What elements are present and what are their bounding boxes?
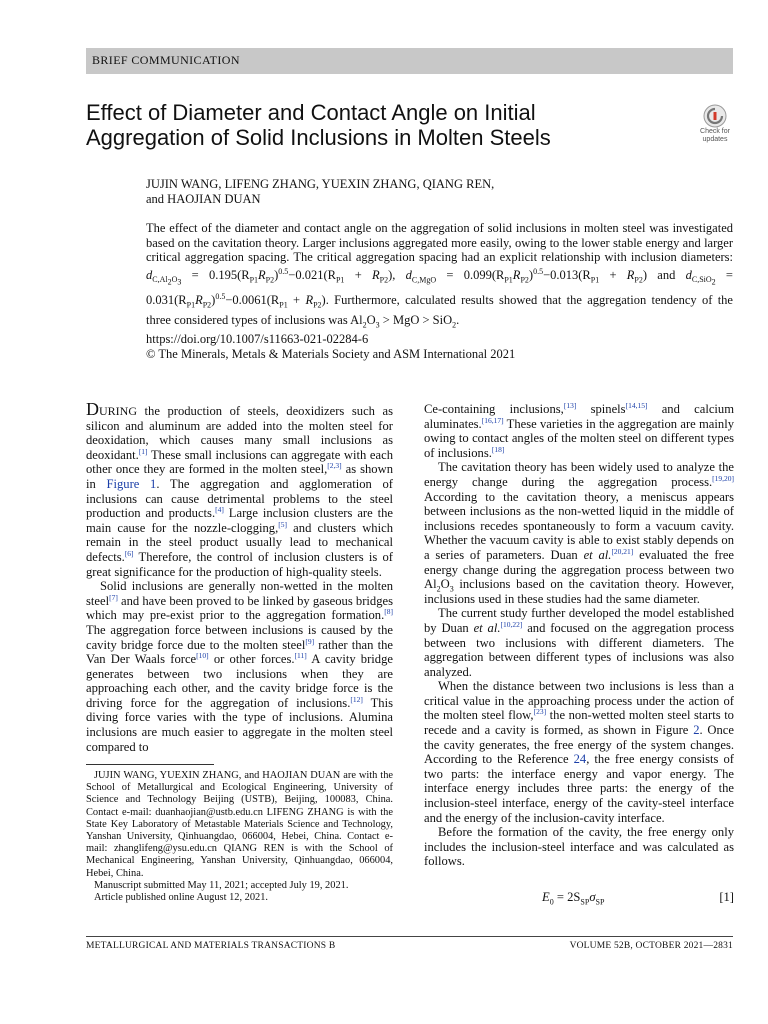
abstract: The effect of the diameter and contact angle on the aggregation of solid inclusions in molten steel was investigated based on the cavitation theory. Larger inclusions aggregated more easily, owing to the lower stable energy and larger critical aggregation spacing. The critical aggregation spacing had an explicit relationship with inclusion diameters: $d_{C,Al_2O_3} = 0.195(R_{P1}R_{P2})^{0.5}-0.021(R_{P1} + R_{P2})$, $d_{C,MgO} = 0.099(R_{P1}R_{P2})^{0.5}-0.013(R_{P1} + R_{P2})$ and $d_{C,SiO_2} = 0.031(R_{P1}R_{P2})^{0.5}-0.0061(R_{P1} + R_{P2})$. Furthermore, calculated results showed that the aggregation tendency of the three considered types of inclusions was $Al_2O_3$ > MgO > SiO$_2$.	[146, 221, 733, 330]
badge-line-2: updates	[702, 136, 728, 143]
paragraph: Before the formation of the cavity, the free energy only includes the inclusion-steel interface and was calculated as follows.	[424, 825, 734, 869]
copyright-line: © The Minerals, Metals & Materials Society and ASM International 2021	[146, 347, 516, 361]
section-label: BRIEF COMMUNICATION	[92, 53, 240, 67]
footnote-divider	[86, 764, 214, 765]
paragraph: The current study further developed the model established by Duan et al.[10,22] and focused on the aggregation process between two inclusions with different diameters. The aggregation between different types of inclusions was also analyzed.	[424, 606, 734, 679]
badge-line-1: Check for	[700, 128, 730, 135]
abstract-eq-5: = 0.031(R	[146, 267, 733, 308]
abstract-eq-1: = 0.195(R	[191, 267, 250, 282]
abstract-text-3: O	[366, 313, 376, 328]
right-column	[424, 402, 734, 869]
section-banner	[86, 48, 733, 74]
equation-number: [1]	[719, 890, 734, 904]
paragraph: The cavitation theory has been widely used to analyze the energy change during the aggregation process.[19,20] According to the cavitation theory, a meniscus appears between inclusions as the non-wetted liquid in the middle of inclusions recedes spontaneously to form a vacuum cavity. Whether the vacuum cavity is able to exist stably depends on a series of parameters. Duan et al.[20,21] evaluated the free energy change during the aggregation process between two $Al_2O_3$ inclusions based on the cavitation theory. However, inclusions used in these studies had the same diameter.	[424, 460, 734, 606]
paragraph: Ce-containing inclusions,[13] spinels[14,15] and calcium aluminates.[16,17] These varieties in the aggregation are mainly owing to contact angles of the molten steel on different types of inclusions.[18]	[424, 400, 735, 460]
check-updates-icon	[703, 104, 727, 128]
footer-divider	[86, 936, 733, 937]
abstract-eq-2: −0.021(R	[288, 267, 336, 282]
equation-expression: $E_0 = 2S_{SP}\sigma_{SP}$	[542, 890, 605, 907]
footnote-published-date: Article published online August 12, 2021.	[94, 892, 269, 904]
footnote-manuscript-dates: Manuscript submitted May 11, 2021; accepted July 19, 2021.	[94, 879, 349, 891]
paragraph: When the distance between two inclusions is less than a critical value in the approaching process under the action of the molten steel flow,[23] the non-wetted molten steel starts to recede and a cavity is formed, as shown in Figure 2. Once the cavity generates, the free energy of the system changes. According to the Reference 24, the free energy consists of two parts: the interface energy and vapor energy. The interface energy includes three parts: the energy of the inclusion-steel interface, energy of the cavity-steel interface and the energy of the inclusion-cavity interface.	[424, 679, 734, 825]
footnote-affiliations: JUJIN WANG, YUEXIN ZHANG, and HAOJIAN DUAN are with the School of Metallurgical and Ecological Engineering, University of Science and Technology Beijing (USTB), Beijing, 100083, China. Contact e-mail: duanhaojian@ustb.edu.cn LIFENG ZHANG is with the State Key Laboratory of Metastable Materials Science and Technology, Yanshan University, Qinhuangdao, 066004, Hebei, China. Contact e-mail: zhanglifeng@ysu.edu.cn QIANG REN is with the School of Mechanical Engineering, Yanshan University, Qinhuangdao, 066004, Hebei, China.	[86, 770, 393, 879]
abstract-eq-4: −0.013(R	[543, 267, 591, 282]
volume-page: VOLUME 52B, OCTOBER 2021—2831	[569, 941, 733, 951]
authors-line-2: and HAOJIAN DUAN	[146, 192, 261, 206]
authors-line-1: JUJIN WANG, LIFENG ZHANG, YUEXIN ZHANG, QIANG REN,	[146, 177, 495, 191]
paragraph: Solid inclusions are generally non-wetted in the molten steel[7] and have been proved to be linked by gaseous bridges which may pre-exist prior to the aggregation formation.[8] The aggregation force between inclusions is caused by the cavity bridge force due to the molten steel[9] rather than the Van Der Waals force[10] or other forces.[11] A cavity bridge generates between two inclusions when they are approaching each other, and the cavity bridge force is the driving force for the aggregation of inclusions.[12] This diving force varies with the type of inclusions. Alumina inclusions are much easier to aggregate in the molten steel compared to	[86, 579, 394, 754]
abstract-text-4: > MgO > SiO	[382, 313, 453, 328]
journal-name: METALLURGICAL AND MATERIALS TRANSACTIONS B	[86, 941, 336, 951]
title-line-2: Aggregation of Solid Inclusions in Molten Steels	[86, 125, 551, 150]
title-line-1: Effect of Diameter and Contact Angle on Initial	[86, 100, 536, 125]
check-for-updates-badge[interactable]	[696, 104, 734, 144]
abstract-eq-6: −0.0061(R	[225, 293, 280, 308]
doi-link[interactable]: https://doi.org/10.1007/s11663-021-02284-6	[146, 332, 369, 346]
abstract-text-2: Furthermore, calculated results showed that the aggregation tendency of the three considered types of inclusions was Al	[146, 293, 733, 328]
author-list	[146, 177, 586, 207]
paragraph: DURING the production of steels, deoxidizers such as silicon and aluminum are added into the molten steel for deoxidation, which causes many small inclusions as deoxidant.[1] These small inclusions can aggregate with each other once they are formed in the molten steel,[2,3] as shown in Figure 1. The aggregation and agglomeration of inclusions can cause detrimental problems to the steel production and products.[4] Large inclusion clusters are the main cause for the nozzle-clogging,[5] and clusters which remain in the steel product usually lead to mechanical defects.[6] Therefore, the control of inclusion clusters is of great significance for the production of high-quality steels.	[86, 399, 394, 579]
article-title	[86, 100, 646, 150]
author-affiliations-footnote	[86, 770, 393, 904]
left-column	[86, 399, 394, 754]
abstract-text-1: The effect of the diameter and contact angle on the aggregation of solid inclusions in molten steel was investigated based on the cavitation theory. Larger inclusions aggregated more easily, owing to the lower stable energy and larger critical aggregation spacing. The critical aggregation spacing had an explicit relationship with inclusion diameters:	[146, 221, 733, 264]
abstract-eq-3: = 0.099(R	[446, 267, 505, 282]
